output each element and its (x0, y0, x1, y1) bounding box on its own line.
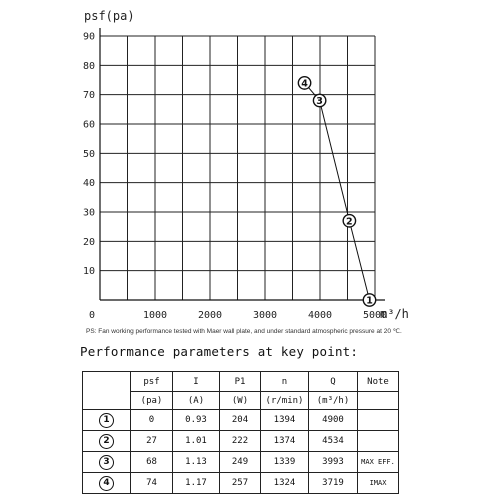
key-point-marker: 4 (99, 476, 114, 491)
cell-speed: 1339 (261, 452, 309, 473)
key-point-label: 4 (301, 78, 308, 90)
curve-line (305, 83, 370, 300)
performance-table (82, 371, 399, 494)
unit-power: (W) (220, 392, 261, 410)
unit-flow: (m³/h) (309, 392, 358, 410)
key-point-marker: 2 (99, 434, 114, 449)
cell-note: MAX EFF. (358, 452, 399, 473)
cell-psf: 68 (131, 452, 173, 473)
x-tick-label: 1000 (142, 310, 168, 321)
cell-power: 257 (220, 473, 261, 494)
unit-note (358, 392, 399, 410)
key-point-marker: 3 (99, 455, 114, 470)
table-corner-cell (83, 372, 131, 410)
unit-psf: (pa) (131, 392, 173, 410)
cell-note: IMAX (358, 473, 399, 494)
cell-flow: 4900 (309, 410, 358, 431)
key-point-marker: 1 (99, 413, 114, 428)
table-header-row (83, 372, 399, 392)
cell-speed: 1394 (261, 410, 309, 431)
y-tick-label: 70 (82, 90, 95, 102)
cell-current: 1.17 (173, 473, 220, 494)
header-note: Note (358, 372, 399, 392)
cell-power: 222 (220, 431, 261, 452)
y-axis-label: psf(pa) (84, 9, 135, 23)
header-flow: Q (309, 372, 358, 392)
y-tick-label: 30 (82, 207, 95, 219)
header-speed: n (261, 372, 309, 392)
cell-psf: 0 (131, 410, 173, 431)
y-tick-label: 90 (82, 31, 95, 43)
chart-grid (100, 36, 375, 300)
table-row (83, 431, 399, 452)
header-power: P1 (220, 372, 261, 392)
key-point-label: 1 (366, 295, 373, 307)
y-tick-label: 20 (82, 236, 95, 248)
unit-speed: (r/min) (261, 392, 309, 410)
x-tick-label: 4000 (307, 310, 333, 321)
x-tick-label: 2000 (197, 310, 223, 321)
cell-power: 204 (220, 410, 261, 431)
cell-speed: 1324 (261, 473, 309, 494)
cell-power: 249 (220, 452, 261, 473)
cell-psf: 74 (131, 473, 173, 494)
chart-tick-labels (83, 32, 387, 322)
y-tick-label: 10 (82, 266, 95, 278)
cell-note (358, 410, 399, 431)
x-tick-label: 0 (88, 310, 96, 321)
x-tick-label: 3000 (252, 310, 278, 321)
x-axis-label: m³/h (380, 307, 409, 321)
unit-current: (A) (173, 392, 220, 410)
cell-flow: 3719 (309, 473, 358, 494)
chart-series (298, 77, 375, 307)
y-tick-label: 60 (82, 119, 95, 131)
chart-axes (100, 28, 385, 300)
table-row (83, 410, 399, 431)
x-tick-label: 5000 (362, 310, 388, 321)
y-tick-label: 80 (82, 60, 95, 72)
y-tick-label: 40 (82, 178, 95, 190)
cell-note (358, 431, 399, 452)
y-tick-label: 50 (82, 148, 95, 160)
cell-flow: 3993 (309, 452, 358, 473)
header-current: I (173, 372, 220, 392)
cell-current: 0.93 (173, 410, 220, 431)
key-point-label: 3 (316, 96, 323, 108)
cell-flow: 4534 (309, 431, 358, 452)
table-units-row (83, 392, 399, 410)
cell-current: 1.13 (173, 452, 220, 473)
cell-psf: 27 (131, 431, 173, 452)
test-note: PS: Fan working performance tested with Maer wall plate, and under standard atmospheric pressure at 20 ℃. (86, 328, 402, 335)
key-point-label: 2 (346, 216, 353, 228)
cell-speed: 1374 (261, 431, 309, 452)
table-row (83, 452, 399, 473)
table-row (83, 473, 399, 494)
cell-current: 1.01 (173, 431, 220, 452)
header-psf: psf (131, 372, 173, 392)
performance-table-title: Performance parameters at key point: (80, 344, 359, 359)
